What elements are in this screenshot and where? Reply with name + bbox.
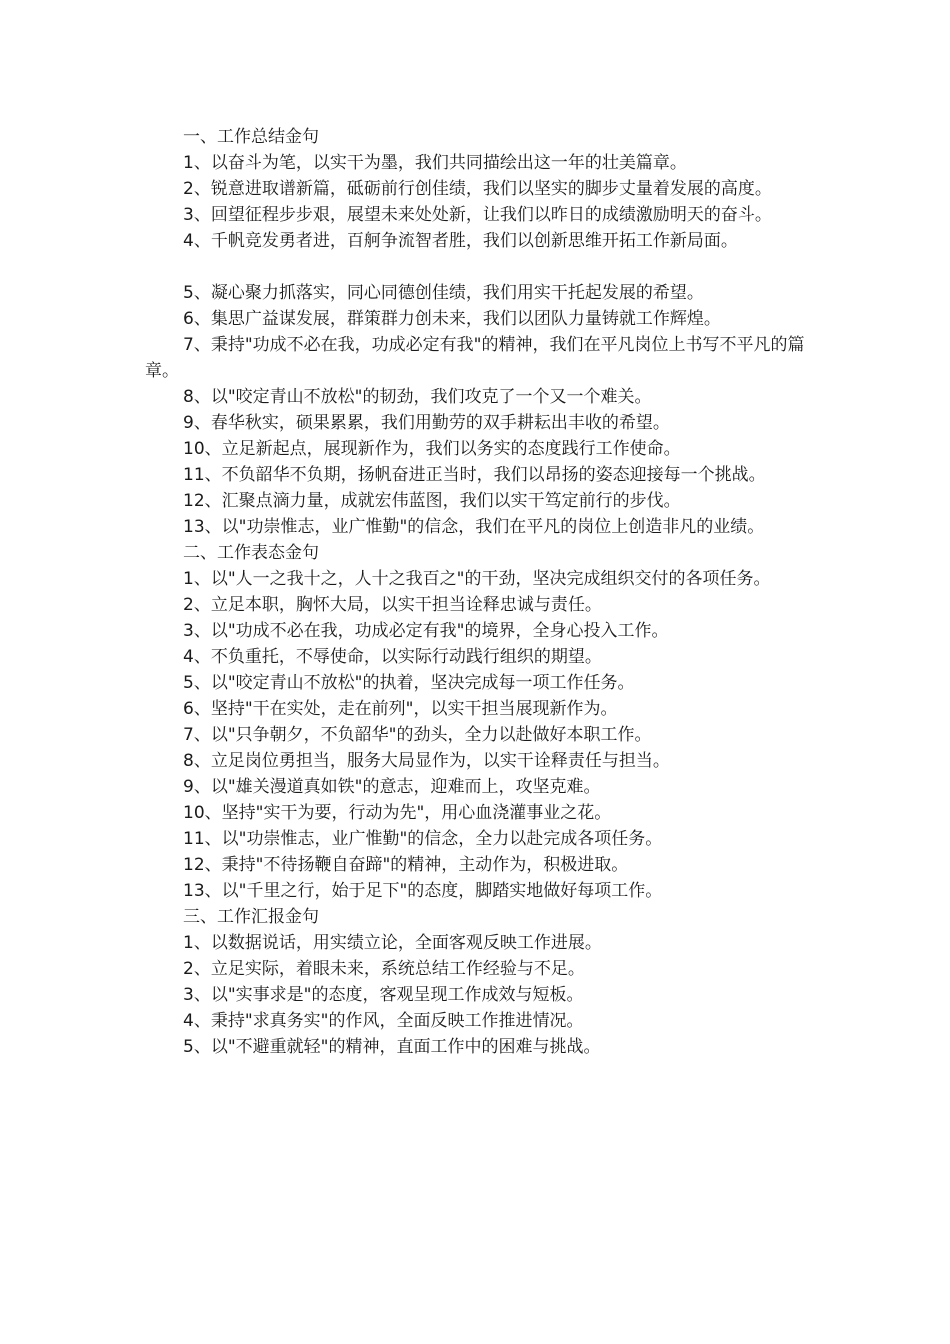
list-item: 10、立足新起点，展现新作为，我们以务实的态度践行工作使命。 <box>183 439 681 459</box>
list-item: 2、立足本职，胸怀大局，以实干担当诠释忠诚与责任。 <box>183 595 602 615</box>
list-item: 10、坚持"实干为要，行动为先"，用心血浇灌事业之花。 <box>183 803 612 823</box>
list-item: 4、不负重托，不辱使命，以实际行动践行组织的期望。 <box>183 647 602 667</box>
list-item: 4、秉持"求真务实"的作风，全面反映工作推进情况。 <box>183 1011 584 1031</box>
list-item: 3、以"功成不必在我，功成必定有我"的境界，全身心投入工作。 <box>183 621 669 641</box>
list-item: 1、以奋斗为笔，以实干为墨，我们共同描绘出这一年的壮美篇章。 <box>183 153 687 173</box>
list-item: 12、秉持"不待扬鞭自奋蹄"的精神，主动作为，积极进取。 <box>183 855 629 875</box>
document-body <box>145 124 815 1060</box>
list-item: 3、回望征程步步艰，展望未来处处新，让我们以昨日的成绩激励明天的奋斗。 <box>183 205 772 225</box>
section-heading-2: 二、工作表态金句 <box>183 543 319 563</box>
section-heading-1: 一、工作总结金句 <box>183 127 319 147</box>
list-item: 8、以"咬定青山不放松"的韧劲，我们攻克了一个又一个难关。 <box>183 387 652 407</box>
list-item: 9、以"雄关漫道真如铁"的意志，迎难而上，攻坚克难。 <box>183 777 601 797</box>
list-item: 4、千帆竞发勇者进，百舸争流智者胜，我们以创新思维开拓工作新局面。 <box>183 231 738 251</box>
list-item: 6、坚持"干在实处，走在前列"，以实干担当展现新作为。 <box>183 699 618 719</box>
list-item: 5、以"咬定青山不放松"的执着，坚决完成每一项工作任务。 <box>183 673 635 693</box>
list-item: 7、以"只争朝夕，不负韶华"的劲头，全力以赴做好本职工作。 <box>183 725 652 745</box>
list-item: 5、以"不避重就轻"的精神，直面工作中的困难与挑战。 <box>183 1037 601 1057</box>
list-item: 1、以数据说话，用实绩立论，全面客观反映工作进展。 <box>183 933 602 953</box>
list-item: 9、春华秋实，硕果累累，我们用勤劳的双手耕耘出丰收的希望。 <box>183 413 670 433</box>
list-item: 1、以"人一之我十之，人十之我百之"的干劲，坚决完成组织交付的各项任务。 <box>183 569 771 589</box>
list-item: 8、立足岗位勇担当，服务大局显作为，以实干诠释责任与担当。 <box>183 751 670 771</box>
list-item: 2、立足实际，着眼未来，系统总结工作经验与不足。 <box>183 959 585 979</box>
list-item: 11、以"功崇惟志，业广惟勤"的信念，全力以赴完成各项任务。 <box>183 829 663 849</box>
list-item: 6、集思广益谋发展，群策群力创未来，我们以团队力量铸就工作辉煌。 <box>183 309 721 329</box>
section-heading-3: 三、工作汇报金句 <box>183 907 319 927</box>
list-item: 2、锐意进取谱新篇，砥砺前行创佳绩，我们以坚实的脚步丈量着发展的高度。 <box>183 179 772 199</box>
list-item: 7、秉持"功成不必在我，功成必定有我"的精神，我们在平凡岗位上书写不平凡的篇章。 <box>145 335 805 381</box>
list-item: 5、凝心聚力抓落实，同心同德创佳绩，我们用实干托起发展的希望。 <box>183 283 704 303</box>
list-item: 3、以"实事求是"的态度，客观呈现工作成效与短板。 <box>183 985 584 1005</box>
list-item: 13、以"千里之行，始于足下"的态度，脚踏实地做好每项工作。 <box>183 881 663 901</box>
list-item: 11、不负韶华不负期，扬帆奋进正当时，我们以昂扬的姿态迎接每一个挑战。 <box>183 465 766 485</box>
list-item: 13、以"功崇惟志，业广惟勤"的信念，我们在平凡的岗位上创造非凡的业绩。 <box>183 517 765 537</box>
list-item: 12、汇聚点滴力量，成就宏伟蓝图，我们以实干笃定前行的步伐。 <box>183 491 681 511</box>
